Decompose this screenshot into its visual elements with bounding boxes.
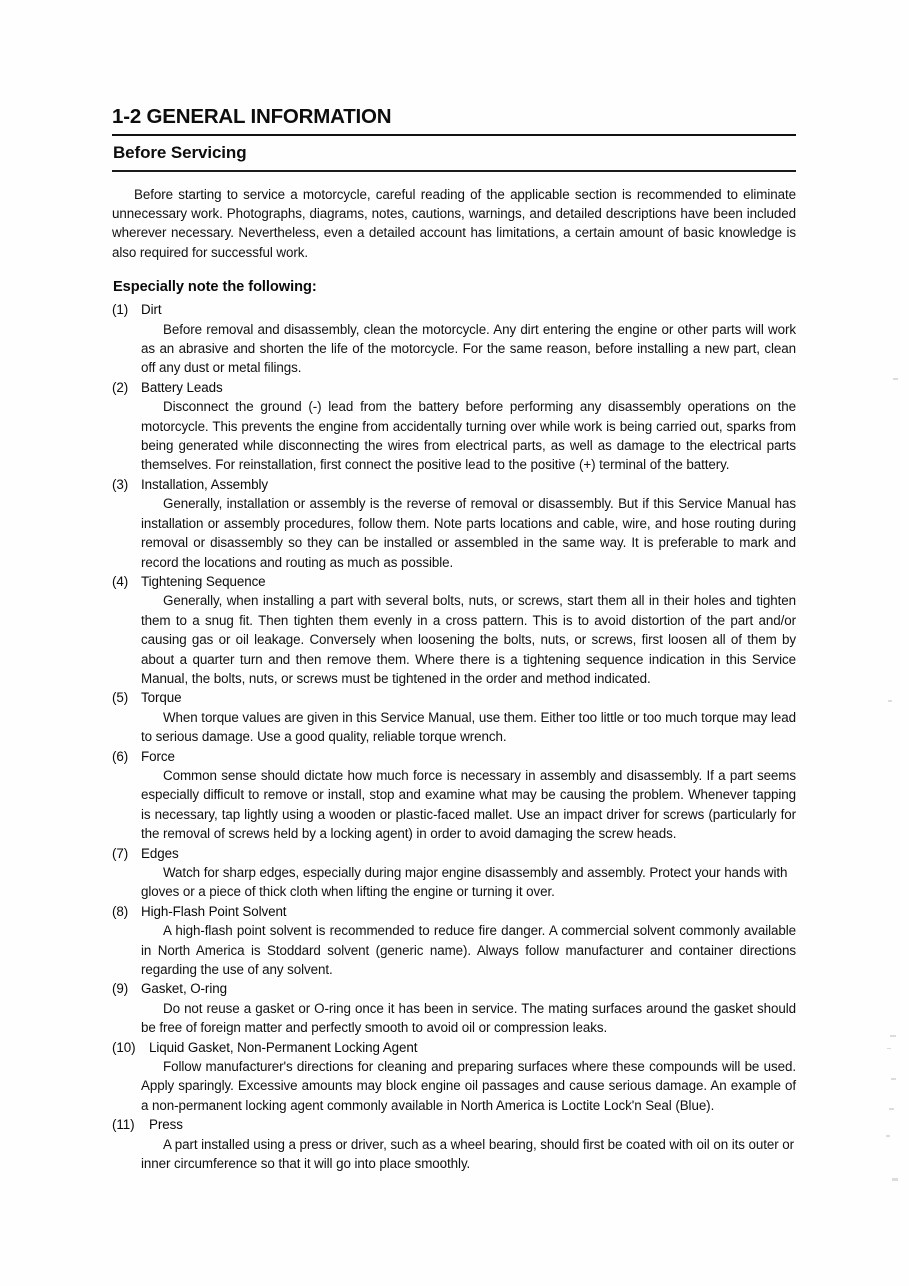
list-item-head <box>112 747 796 766</box>
list-item-title: High-Flash Point Solvent <box>141 903 287 919</box>
list-item-head <box>112 844 796 863</box>
list-item-head <box>112 378 796 397</box>
list-item-number: (4) <box>112 573 129 589</box>
list-item-body: When torque values are given in this Service Manual, use them. Either too little or too much torque may lead to serious damage. Use a good quality, reliable torque wrench. <box>141 709 796 745</box>
scan-artifact <box>887 1048 891 1049</box>
list-item <box>112 979 796 1037</box>
scan-artifact <box>891 1078 896 1080</box>
list-item-title: Installation, Assembly <box>141 476 269 492</box>
list-item-head <box>112 300 796 319</box>
list-item-title: Battery Leads <box>141 379 223 395</box>
list-item-body: Common sense should dictate how much force is necessary in assembly and disassembly. If a part seems especially difficult to remove or install, stop and examine what may be causing the problem. Whenever tapping is necessary, tap lightly using a wooden or plastic-faced mallet. Use an impact driver for screws (particularly for the removal of screws held by a locking agent) in order to avoid damaging the screw heads. <box>141 767 796 842</box>
list-item <box>112 688 796 746</box>
list-item <box>112 747 796 844</box>
intro-paragraph: Before starting to service a motorcycle, careful reading of the applicable section is recommended to eliminate unnecessary work. Photographs, diagrams, notes, cautions, warnings, and detailed descriptions have been included wherever necessary. Nevertheless, even a detailed account has limitations, a certain amount of basic knowledge is also required for successful work. <box>112 186 796 260</box>
list-item-title: Edges <box>141 845 179 861</box>
list-item-title: Force <box>141 748 175 764</box>
list-item-body: A high-flash point solvent is recommended to reduce fire danger. A commercial solvent commonly available in North America is Stoddard solvent (generic name). Always follow manufacturer and container directions regarding the use of any solvent. <box>141 923 796 978</box>
list-item-title: Liquid Gasket, Non-Permanent Locking Agent <box>149 1039 418 1055</box>
list-item-number: (10) <box>112 1039 136 1055</box>
list-item-number: (9) <box>112 981 129 997</box>
list-item-number: (5) <box>112 690 129 706</box>
list-item <box>112 572 796 688</box>
list-item-head <box>112 688 796 707</box>
list-item <box>112 1115 796 1173</box>
list-item-head <box>112 979 796 998</box>
list-item-number: (1) <box>112 302 129 318</box>
list-item <box>112 378 796 475</box>
list-item-number: (8) <box>112 903 129 919</box>
list-item-title: Tightening Sequence <box>141 573 266 589</box>
header-rule-top <box>112 134 796 136</box>
scan-artifact <box>893 378 898 380</box>
page-title: 1-2 GENERAL INFORMATION <box>112 105 392 128</box>
list-item-body: Watch for sharp edges, especially during major engine disassembly and assembly. Protect your hands with gloves or a piece of thick cloth when lifting the engine or turning it over. <box>141 865 788 900</box>
list-item-head <box>112 572 796 591</box>
notice-heading: Especially note the following: <box>113 279 317 296</box>
scan-artifact <box>890 1035 896 1037</box>
list-item <box>112 902 796 980</box>
list-item <box>112 475 796 572</box>
list-item-title: Dirt <box>141 302 162 318</box>
list-item <box>112 300 796 378</box>
list-item-body: A part installed using a press or driver, such as a wheel bearing, should first be coated with oil on its outer or inner circumference so that it will go into place smoothly. <box>141 1136 795 1172</box>
list-item-number: (11) <box>112 1117 135 1133</box>
scan-artifact <box>889 1108 894 1110</box>
list-item-head <box>112 475 796 494</box>
scan-artifact <box>886 1135 890 1137</box>
list-item-body: Generally, when installing a part with several bolts, nuts, or screws, start them all in their holes and tighten them to a snug fit. Then tighten them evenly in a cross pattern. This is to avoid distortion of the part and/or causing gas or oil leakage. Conversely when loosening the bolts, nuts, or screws, first loosen all of them by about a quarter turn and then remove them. Where there is a tightening sequence indication in this Service Manual, the bolts, nuts, or screws must be tightened in the order and method indicated. <box>141 593 796 686</box>
list-item-title: Torque <box>141 690 182 706</box>
section-heading: Before Servicing <box>113 143 247 162</box>
list-item-body: Before removal and disassembly, clean the motorcycle. Any dirt entering the engine or other parts will work as an abrasive and shorten the life of the motorcycle. For the same reason, before installing a new part, clean off any dust or metal filings. <box>141 321 796 376</box>
list-item-head <box>112 902 796 921</box>
list-item-body: Generally, installation or assembly is the reverse of removal or disassembly. But if this Service Manual has installation or assembly procedures, follow them. Note parts locations and cable, wire, and hose routing during removal or disassembly so they can be installed or assembled in the same way. It is preferable to mark and record the locations and routing as much as possible. <box>141 496 796 570</box>
page-content <box>112 104 796 1174</box>
list-item-head <box>112 1115 796 1134</box>
list-item-body: Follow manufacturer's directions for cleaning and preparing surfaces where these compounds will be used. Apply sparingly. Excessive amounts may block engine oil passages and cause serious damage. An example of a non-permanent locking agent commonly available in North America is Loctite Lock'n Seal (Blue). <box>141 1059 796 1113</box>
list-item-number: (7) <box>112 845 129 861</box>
list-item-head <box>112 1038 796 1057</box>
header-rule-bottom <box>112 170 796 172</box>
numbered-item-list <box>112 300 796 1173</box>
scan-artifact <box>888 700 892 702</box>
list-item-title: Gasket, O-ring <box>141 981 227 997</box>
list-item <box>112 1038 796 1116</box>
list-item-number: (6) <box>112 748 129 764</box>
list-item <box>112 844 796 902</box>
list-item-title: Press <box>149 1117 183 1133</box>
list-item-body: Disconnect the ground (-) lead from the battery before performing any disassembly operations on the motorcycle. This prevents the engine from accidentally turning over while work is being carried out, sparks from being generated while disconnecting the wires from electrical parts, as well as damage to the electrical parts themselves. For reinstallation, first connect the positive lead to the positive (+) terminal of the battery. <box>141 399 796 473</box>
list-item-number: (3) <box>112 476 129 492</box>
scan-artifact <box>892 1178 898 1181</box>
list-item-body: Do not reuse a gasket or O-ring once it has been in service. The mating surfaces around the gasket should be free of foreign matter and perfectly smooth to avoid oil or compression leaks. <box>141 1000 796 1036</box>
list-item-number: (2) <box>112 379 129 395</box>
